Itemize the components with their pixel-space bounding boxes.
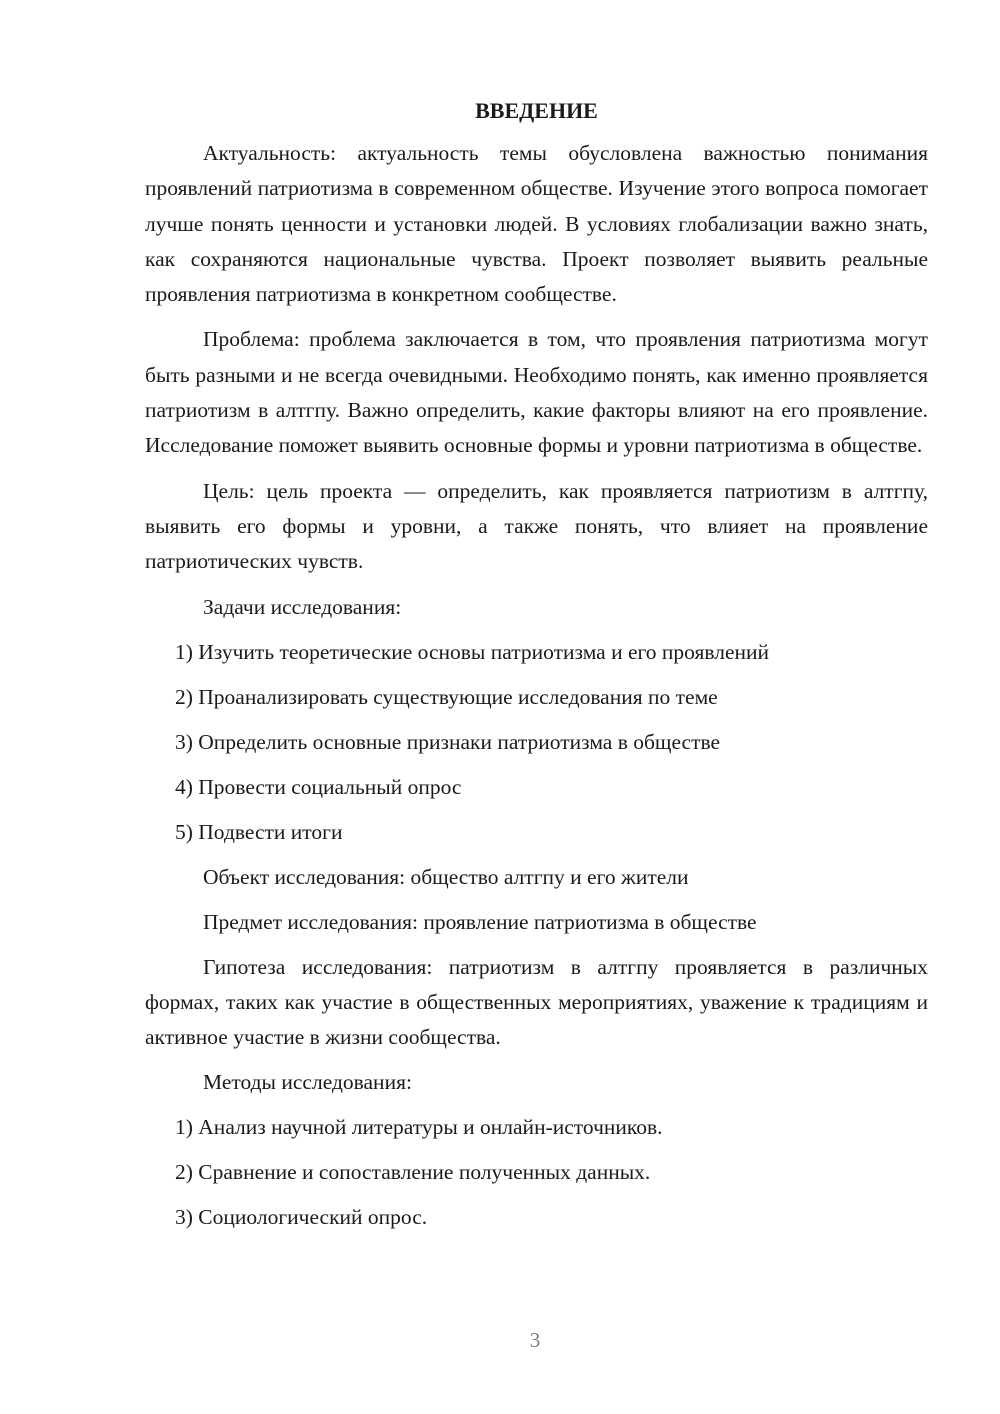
page-number: 3 <box>529 1328 541 1352</box>
goal-paragraph: Цель: цель проекта — определить, как проявляется патриотизм в алтгпу, выявить его формы и уровни, а также понять, что влияет на проявление патриотических чувств. <box>145 478 928 574</box>
task-item: 1) Изучить теоретические основы патриотизма и его проявлений <box>175 639 770 664</box>
task-item: 3) Определить основные признаки патриотизма в обществе <box>175 729 721 754</box>
document-page <box>145 93 928 1245</box>
section-title: ВВЕДЕНИЕ <box>475 98 598 123</box>
methods-heading: Методы исследования: <box>203 1070 412 1095</box>
task-item: 2) Проанализировать существующие исследования по теме <box>175 684 718 709</box>
tasks-list <box>145 635 928 850</box>
method-item: 1) Анализ научной литературы и онлайн-источников. <box>175 1115 663 1140</box>
method-item: 3) Социологический опрос. <box>175 1205 428 1230</box>
task-item: 4) Провести социальный опрос <box>175 774 462 799</box>
method-item: 2) Сравнение и сопоставление полученных данных. <box>175 1160 651 1185</box>
research-subject: Предмет исследования: проявление патриотизма в обществе <box>203 909 757 934</box>
methods-list <box>145 1110 928 1235</box>
problem-paragraph: Проблема: проблема заключается в том, что проявления патриотизма могут быть разными и не всегда очевидными. Необходимо понять, как именно проявляется патриотизм в алтгпу. Важно определить, какие факторы влияют на его проявление. Исследование поможет выявить основные формы и уровни патриотизма в обществе. <box>145 327 928 458</box>
hypothesis-paragraph: Гипотеза исследования: патриотизм в алтгпу проявляется в различных формах, таких как участие в общественных мероприятиях, уважение к традициям и активное участие в жизни сообщества. <box>145 954 928 1050</box>
relevance-paragraph: Актуальность: актуальность темы обусловлена важностью понимания проявлений патриотизма в современном обществе. Изучение этого вопроса помогает лучше понять ценности и установки людей. В условиях глобализации важно знать, как сохраняются национальные чувства. Проект позволяет выявить реальные проявления патриотизма в конкретном сообществе. <box>145 141 928 307</box>
tasks-heading: Задачи исследования: <box>203 594 402 619</box>
task-item: 5) Подвести итоги <box>175 819 343 844</box>
research-object: Объект исследования: общество алтгпу и его жители <box>203 864 689 889</box>
